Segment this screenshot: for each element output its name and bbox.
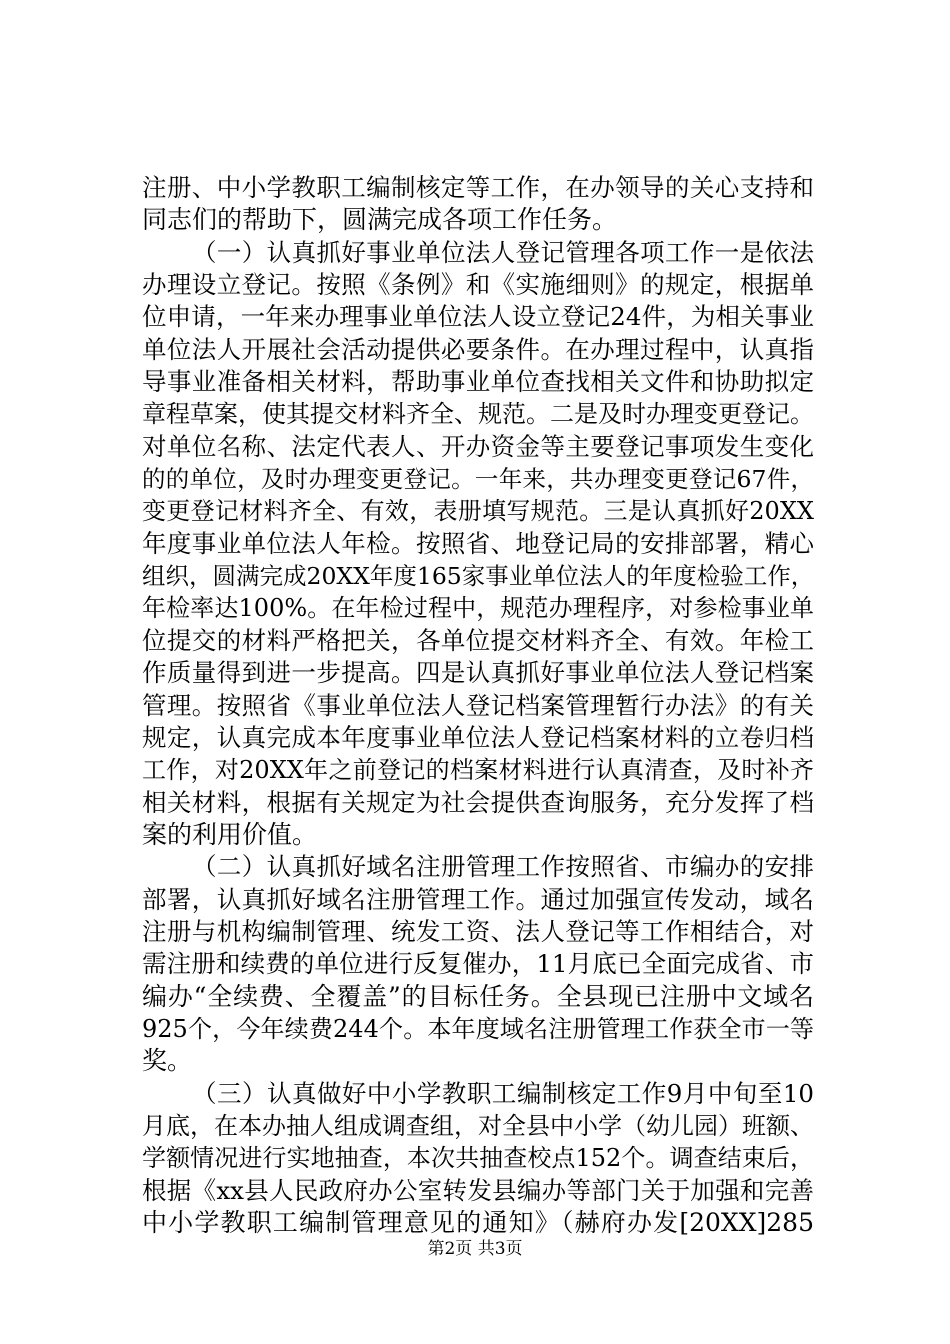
text-line: 月底，在本办抽人组成调查组，对全县中小学（幼儿园）班额、 (142, 1111, 814, 1140)
text-line: （三）认真做好中小学教职工编制核定工作9月中旬至10 (192, 1078, 814, 1108)
text-line: 需注册和续费的单位进行反复催办，11月底已全面完成省、市 (142, 949, 814, 979)
text-line: 925个，今年续费244个。本年度域名注册管理工作获全市一等 (142, 1014, 814, 1043)
text-line: （二）认真抓好域名注册管理工作按照省、市编办的安排 (192, 852, 814, 882)
text-line: 位提交的材料严格把关，各单位提交材料齐全、有效。年检工 (142, 625, 814, 655)
text-line: 案的利用价值。 (142, 819, 318, 849)
text-line: 中小学教职工编制管理意见的通知》（赫府办发[20XX]285 (142, 1208, 814, 1237)
text-line: 注册与机构编制管理、统发工资、法人登记等工作相结合，对 (142, 916, 814, 946)
text-line: 管理。按照省《事业单位法人登记档案管理暂行办法》的有关 (142, 690, 814, 720)
text-line: 章程草案，使其提交材料齐全、规范。二是及时办理变更登记。 (142, 400, 814, 429)
page-footer: 第2页 共3页 (427, 1239, 523, 1259)
text-line: 工作，对20XX年之前登记的档案材料进行认真清查，及时补齐 (142, 756, 814, 785)
text-line: 根据《xx县人民政府办公室转发县编办等部门关于加强和完善 (142, 1175, 814, 1205)
text-line: 单位法人开展社会活动提供必要条件。在办理过程中，认真指 (142, 334, 814, 364)
text-line: 注册、中小学教职工编制核定等工作，在办领导的关心支持和 (142, 173, 814, 202)
text-line: 同志们的帮助下，圆满完成各项工作任务。 (142, 205, 618, 235)
text-line: 部署，认真抓好域名注册管理工作。通过加强宣传发动，域名 (142, 884, 814, 914)
text-line: 位申请，一年来办理事业单位法人设立登记24件，为相关事业 (142, 302, 814, 332)
document-body (142, 172, 814, 1239)
text-line: 的的单位，及时办理变更登记。一年来，共办理变更登记67件， (142, 465, 814, 494)
text-line: 相关材料，根据有关规定为社会提供查询服务，充分发挥了档 (142, 787, 814, 817)
text-line: 规定，认真完成本年度事业单位法人登记档案材料的立卷归档 (142, 722, 814, 752)
text-line: 对单位名称、法定代表人、开办资金等主要登记事项发生变化 (142, 431, 814, 461)
text-line: 作质量得到进一步提高。四是认真抓好事业单位法人登记档案 (142, 658, 814, 688)
text-line: 年度事业单位法人年检。按照省、地登记局的安排部署，精心 (142, 528, 814, 558)
text-line: 编办“全续费、全覆盖”的目标任务。全县现已注册中文域名 (142, 981, 814, 1011)
text-line: 奖。 (142, 1046, 193, 1076)
text-line: 变更登记材料齐全、有效，表册填写规范。三是认真抓好20XX (142, 497, 814, 526)
text-line: （一）认真抓好事业单位法人登记管理各项工作一是依法 (192, 237, 814, 267)
text-line: 学额情况进行实地抽查，本次共抽查校点152个。调查结束后， (142, 1144, 814, 1173)
text-line: 年检率达100%。在年检过程中，规范办理程序，对参检事业单 (142, 594, 814, 623)
text-line: 组织，圆满完成20XX年度165家事业单位法人的年度检验工作， (142, 562, 815, 591)
text-line: 办理设立登记。按照《条例》和《实施细则》的规定，根据单 (142, 270, 814, 300)
text-line: 导事业准备相关材料，帮助事业单位查找相关文件和协助拟定 (142, 367, 814, 397)
